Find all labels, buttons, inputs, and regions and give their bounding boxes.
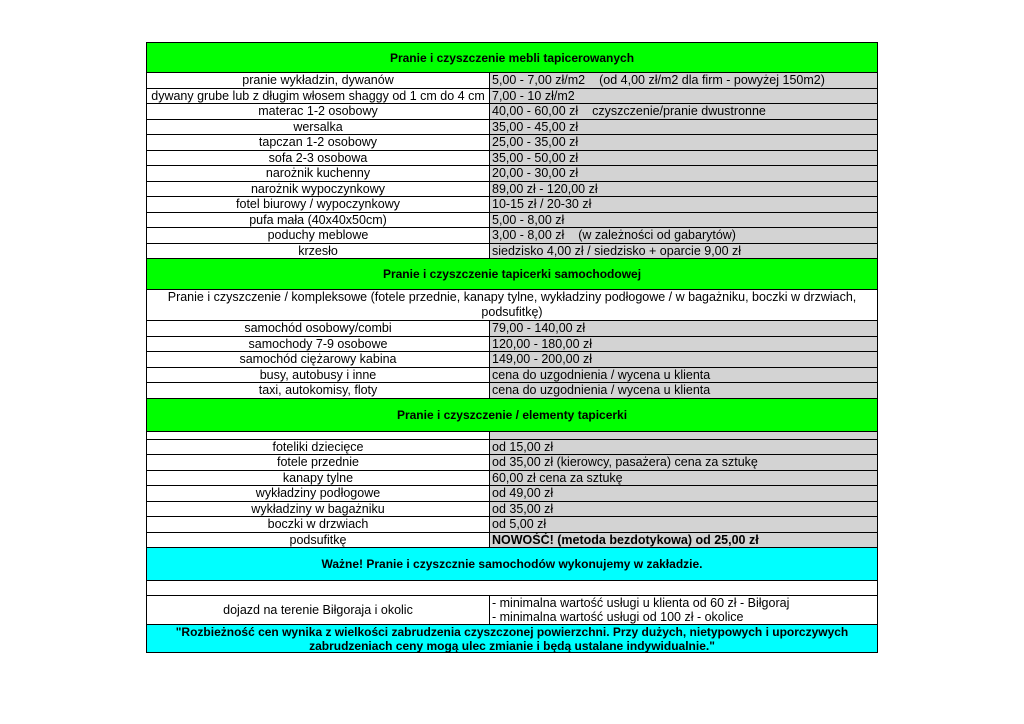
item-price-line bbox=[492, 228, 877, 242]
table-row bbox=[146, 440, 878, 456]
item-name: podsufitkę bbox=[147, 533, 490, 548]
table-row bbox=[146, 182, 878, 198]
item-price-line bbox=[492, 321, 877, 335]
table-row bbox=[146, 502, 878, 518]
spacer-left bbox=[147, 432, 490, 439]
item-name: boczki w drzwiach bbox=[147, 517, 490, 532]
item-price-line bbox=[492, 197, 877, 211]
table-row bbox=[146, 89, 878, 105]
item-price-line bbox=[492, 213, 877, 227]
item-price-line bbox=[492, 471, 877, 485]
item-price: 89,00 zł - 120,00 zł bbox=[492, 181, 598, 196]
item-price: 7,00 - 10 zł/m2 bbox=[492, 88, 575, 103]
item-price: od 49,00 zł bbox=[492, 486, 554, 501]
item-price-cell bbox=[490, 517, 877, 532]
item-price-line bbox=[492, 166, 877, 180]
item-price-cell bbox=[490, 486, 877, 501]
item-price-line bbox=[492, 120, 877, 134]
travel-row bbox=[146, 596, 878, 625]
item-name: samochód osobowy/combi bbox=[147, 321, 490, 336]
item-price: od 5,00 zł bbox=[492, 517, 547, 532]
item-price-cell bbox=[490, 73, 877, 88]
item-name: samochód ciężarowy kabina bbox=[147, 352, 490, 367]
item-name: pranie wykładzin, dywanów bbox=[147, 73, 490, 88]
footer-note bbox=[146, 625, 878, 653]
item-price-line bbox=[492, 368, 877, 382]
item-price-cell bbox=[490, 533, 877, 548]
item-price-cell bbox=[490, 89, 877, 104]
item-price: cena do uzgodnienia / wycena u klienta bbox=[492, 367, 711, 382]
item-price-cell bbox=[490, 455, 877, 470]
travel-item: dojazd na terenie Biłgoraja i okolic bbox=[147, 596, 490, 624]
item-price-cell bbox=[490, 440, 877, 455]
item-name: fotel biurowy / wypoczynkowy bbox=[147, 197, 490, 212]
item-price: siedzisko 4,00 zł / siedzisko + oparcie 9,00 zł bbox=[492, 243, 742, 258]
item-note: (w zależności od gabarytów) bbox=[578, 228, 736, 243]
notice-text: Ważne! Pranie i czyszcznie samochodów wykonujemy w zakładzie. bbox=[321, 557, 703, 571]
item-name: narożnik kuchenny bbox=[147, 166, 490, 181]
item-price: od 35,00 zł bbox=[492, 501, 554, 516]
table-row bbox=[146, 486, 878, 502]
travel-line-2: - minimalna wartość usługi od 100 zł - okolice bbox=[492, 610, 744, 624]
section-header-car bbox=[146, 259, 878, 290]
item-price: 10-15 zł / 20-30 zł bbox=[492, 197, 592, 212]
item-price-cell bbox=[490, 182, 877, 197]
item-name: kanapy tylne bbox=[147, 471, 490, 486]
item-price-cell bbox=[490, 166, 877, 181]
footer-note-text: "Rozbieżność cen wynika z wielkości zabrudzenia czyszczonej powierzchni. Przy dużych, nietypowych i uporczywych zabrudzeniach ceny mogą ulec zmianie i będą ustalane indywidualnie." bbox=[175, 624, 849, 653]
table-row bbox=[146, 135, 878, 151]
item-name: pufa mała (40x40x50cm) bbox=[147, 213, 490, 228]
item-price-cell bbox=[490, 228, 877, 243]
table-row bbox=[146, 151, 878, 167]
item-price: 120,00 - 180,00 zł bbox=[492, 336, 593, 351]
item-name: samochody 7-9 osobowe bbox=[147, 337, 490, 352]
travel-line-1: - minimalna wartość usługi u klienta od 60 zł - Biłgoraj bbox=[492, 596, 790, 610]
travel-conditions bbox=[490, 596, 877, 624]
item-name: wersalka bbox=[147, 120, 490, 135]
item-price-line bbox=[492, 517, 877, 531]
section-title: Pranie i czyszczenie tapicerki samochodowej bbox=[382, 267, 642, 281]
item-price: 5,00 - 8,00 zł bbox=[492, 212, 565, 227]
item-price: 40,00 - 60,00 zł bbox=[492, 104, 579, 119]
item-price: 25,00 - 35,00 zł bbox=[492, 135, 579, 150]
table-row bbox=[146, 244, 878, 260]
item-name: taxi, autokomisy, floty bbox=[147, 383, 490, 398]
item-price-cell bbox=[490, 135, 877, 150]
item-price-cell bbox=[490, 352, 877, 367]
item-price-line bbox=[492, 135, 877, 149]
item-name: foteliki dziecięce bbox=[147, 440, 490, 455]
item-price: NOWOŚĆ! (metoda bezdotykowa) od 25,00 zł bbox=[492, 532, 759, 547]
table-row bbox=[146, 533, 878, 549]
table-row bbox=[146, 517, 878, 533]
table-row bbox=[146, 368, 878, 384]
item-price-line bbox=[492, 73, 877, 87]
spacer-right bbox=[490, 432, 877, 439]
item-price-line bbox=[492, 182, 877, 196]
notice-banner bbox=[146, 548, 878, 581]
item-price-cell bbox=[490, 151, 877, 166]
item-price: od 15,00 zł bbox=[492, 439, 554, 454]
spacer-row bbox=[146, 432, 878, 440]
item-price-line bbox=[492, 337, 877, 351]
item-price-cell bbox=[490, 471, 877, 486]
table-row bbox=[146, 383, 878, 399]
item-price-cell bbox=[490, 368, 877, 383]
table-row bbox=[146, 352, 878, 368]
item-price-line bbox=[492, 440, 877, 454]
section-title: Pranie i czyszczenie / elementy tapicerki bbox=[396, 407, 628, 422]
item-price-cell bbox=[490, 337, 877, 352]
item-price: 5,00 - 7,00 zł/m2 bbox=[492, 73, 586, 88]
table-row bbox=[146, 337, 878, 353]
table-row bbox=[146, 166, 878, 182]
item-note: (od 4,00 zł/m2 dla firm - powyżej 150m2) bbox=[599, 73, 825, 88]
item-price-line bbox=[492, 151, 877, 165]
item-price: 79,00 - 140,00 zł bbox=[492, 321, 586, 336]
item-price: 149,00 - 200,00 zł bbox=[492, 352, 593, 367]
table-row bbox=[146, 321, 878, 337]
item-price-cell bbox=[490, 321, 877, 336]
item-price-line bbox=[492, 455, 877, 469]
table-row bbox=[146, 120, 878, 136]
item-price-cell bbox=[490, 120, 877, 135]
price-table bbox=[146, 42, 878, 653]
item-price-cell bbox=[490, 502, 877, 517]
item-price: od 35,00 zł (kierowcy, pasażera) cena za sztukę bbox=[492, 455, 758, 470]
table-row bbox=[146, 73, 878, 89]
item-price-line bbox=[492, 89, 877, 103]
item-price-line bbox=[492, 104, 877, 118]
item-name: busy, autobusy i inne bbox=[147, 368, 490, 383]
item-price-cell bbox=[490, 104, 877, 119]
item-price: 35,00 - 50,00 zł bbox=[492, 150, 579, 165]
section-header-elements bbox=[146, 399, 878, 432]
item-name: wykładziny w bagażniku bbox=[147, 502, 490, 517]
table-row bbox=[146, 197, 878, 213]
item-price: 60,00 zł cena za sztukę bbox=[492, 470, 623, 485]
item-note: czyszczenie/pranie dwustronne bbox=[592, 104, 766, 119]
item-price-line bbox=[492, 383, 877, 397]
item-name: fotele przednie bbox=[147, 455, 490, 470]
item-price-line bbox=[492, 244, 877, 258]
table-row bbox=[146, 104, 878, 120]
item-name: poduchy meblowe bbox=[147, 228, 490, 243]
table-row bbox=[146, 213, 878, 229]
item-price: 3,00 - 8,00 zł bbox=[492, 228, 565, 243]
item-price-line bbox=[492, 352, 877, 366]
item-price-line bbox=[492, 533, 877, 547]
item-name: materac 1-2 osobowy bbox=[147, 104, 490, 119]
item-name: wykładziny podłogowe bbox=[147, 486, 490, 501]
item-price-cell bbox=[490, 244, 877, 259]
item-name: krzesło bbox=[147, 244, 490, 259]
description-text: Pranie i czyszczenie / kompleksowe (fotele przednie, kanapy tylne, wykładziny podłogowe / w bagażniku, boczki w drzwiach, podsufitkę) bbox=[167, 290, 857, 319]
item-name: dywany grube lub z długim włosem shaggy od 1 cm do 4 cm bbox=[147, 89, 490, 104]
item-price: 35,00 - 45,00 zł bbox=[492, 119, 579, 134]
table-row bbox=[146, 455, 878, 471]
item-price-cell bbox=[490, 197, 877, 212]
table-row bbox=[146, 471, 878, 487]
section-header-furniture bbox=[146, 42, 878, 73]
item-price: 20,00 - 30,00 zł bbox=[492, 166, 579, 181]
item-price-cell bbox=[490, 213, 877, 228]
item-price: cena do uzgodnienia / wycena u klienta bbox=[492, 383, 711, 398]
section-description bbox=[146, 290, 878, 321]
section-title: Pranie i czyszczenie mebli tapicerowanych bbox=[389, 50, 635, 65]
item-price-line bbox=[492, 502, 877, 516]
empty-row bbox=[146, 581, 878, 596]
item-name: narożnik wypoczynkowy bbox=[147, 182, 490, 197]
item-price-cell bbox=[490, 383, 877, 398]
table-row bbox=[146, 228, 878, 244]
item-price-line bbox=[492, 486, 877, 500]
item-name: sofa 2-3 osobowa bbox=[147, 151, 490, 166]
item-name: tapczan 1-2 osobowy bbox=[147, 135, 490, 150]
